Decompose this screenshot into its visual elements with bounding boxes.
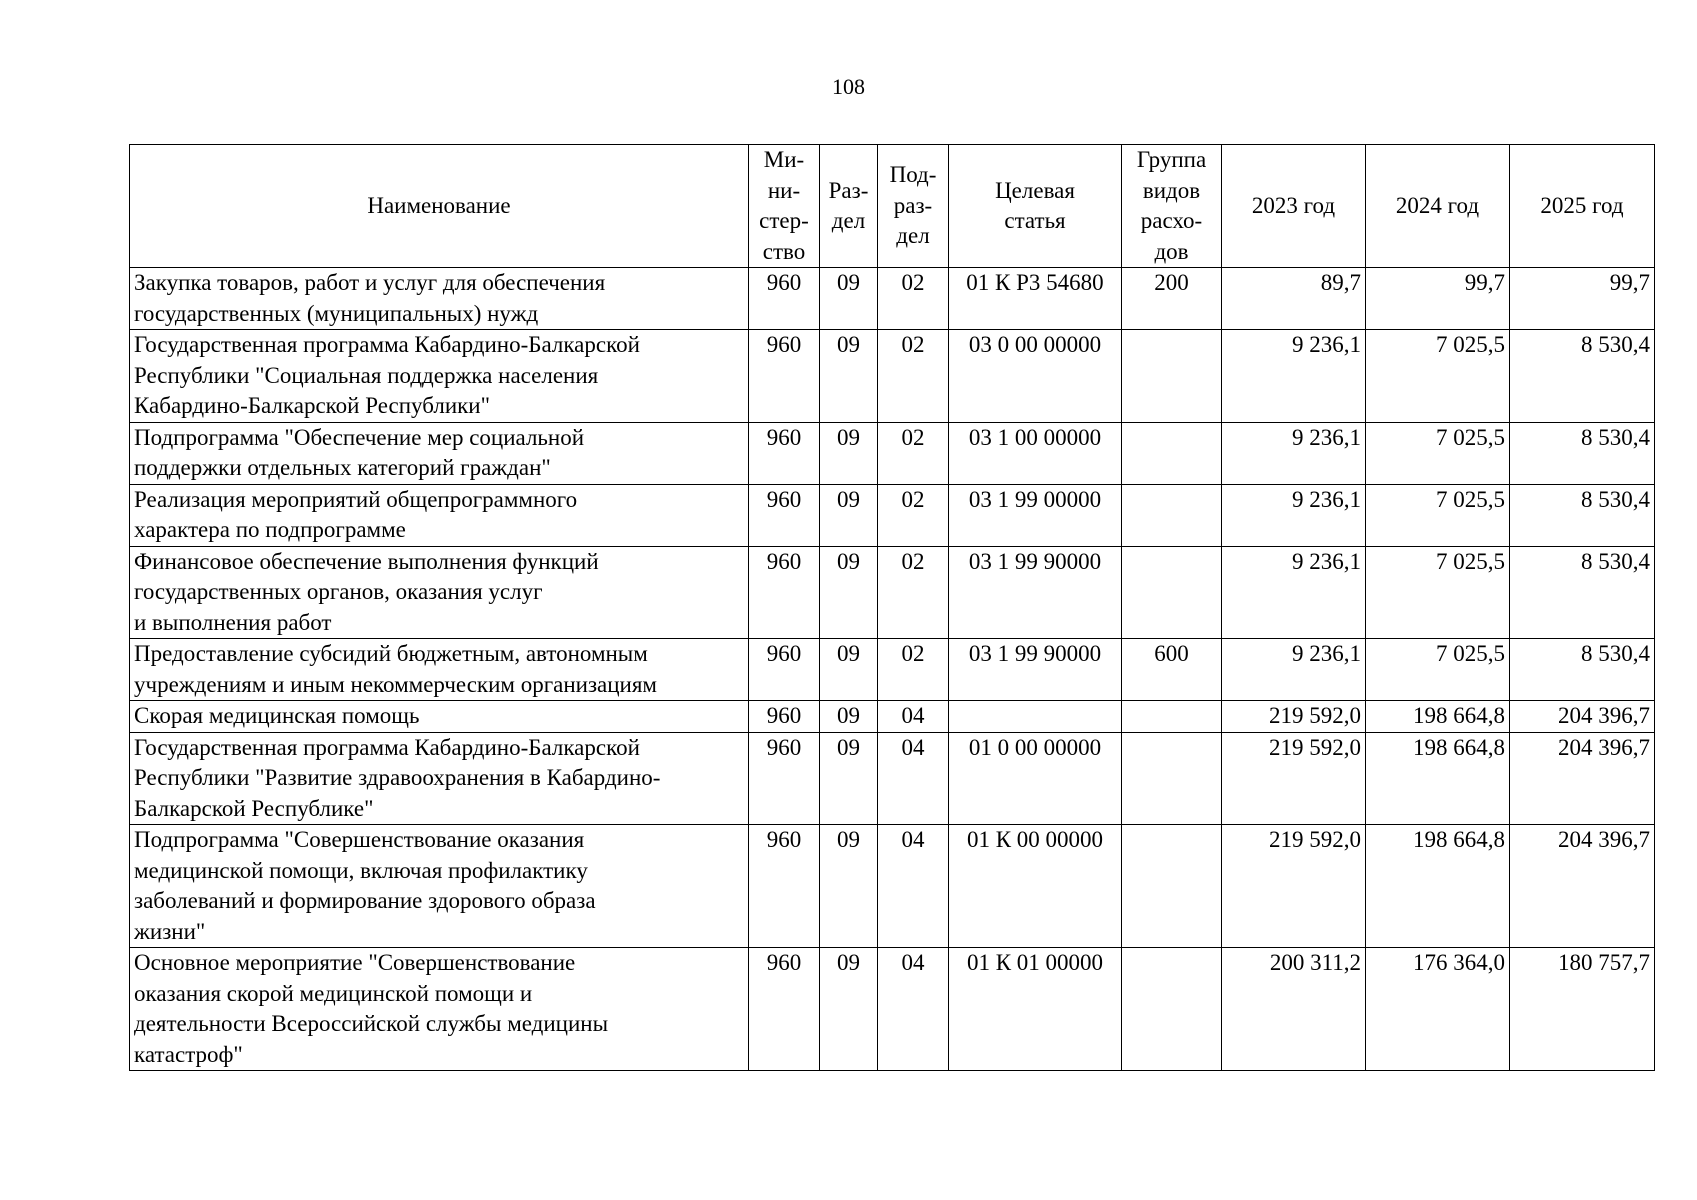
cell-2023: 9 236,1 (1222, 330, 1366, 423)
cell-2023: 219 592,0 (1222, 732, 1366, 825)
text-line: Реализация мероприятий общепрограммного (134, 486, 578, 512)
cell-expense-group (1122, 732, 1222, 825)
cell-2023: 9 236,1 (1222, 422, 1366, 484)
text-line: характера по подпрограмме (134, 517, 406, 542)
text-line: Группа (1136, 147, 1207, 172)
cell-section: 09 (820, 330, 878, 423)
table-row (130, 701, 1655, 733)
cell-2023: 89,7 (1222, 268, 1366, 330)
table-row (130, 825, 1655, 948)
cell-section: 09 (820, 825, 878, 948)
cell-2025: 99,7 (1510, 268, 1655, 330)
table-row (130, 948, 1655, 1071)
cell-2023: 219 592,0 (1222, 825, 1366, 948)
text-line: Подпрограмма "Обеспечение мер социальной (134, 424, 585, 450)
cell-section: 09 (820, 268, 878, 330)
cell-target-article: 01 К 01 00000 (949, 948, 1122, 1071)
cell-name (130, 948, 749, 1071)
cell-section: 09 (820, 546, 878, 639)
cell-2025: 8 530,4 (1510, 422, 1655, 484)
table-row (130, 330, 1655, 423)
text-line: дел (831, 208, 866, 233)
table-header-row (130, 145, 1655, 268)
cell-name (130, 330, 749, 423)
text-line: поддержки отдельных категорий граждан" (134, 455, 551, 480)
cell-expense-group (1122, 825, 1222, 948)
cell-ministry: 960 (749, 825, 820, 948)
cell-2023: 9 236,1 (1222, 546, 1366, 639)
cell-ministry: 960 (749, 268, 820, 330)
cell-subsection: 02 (878, 639, 949, 701)
text-line: и выполнения работ (134, 609, 332, 635)
cell-name (130, 484, 749, 546)
cell-2023: 9 236,1 (1222, 484, 1366, 546)
text-line: дел (896, 223, 930, 249)
cell-target-article: 03 1 99 90000 (949, 546, 1122, 639)
cell-2025: 8 530,4 (1510, 484, 1655, 546)
table-row (130, 639, 1655, 701)
header-section (820, 145, 878, 268)
cell-target-article: 03 0 00 00000 (949, 330, 1122, 423)
header-target-article (949, 145, 1122, 268)
header-year-2025: 2025 год (1510, 145, 1655, 268)
text-line: раз- (893, 192, 933, 218)
cell-expense-group (1122, 701, 1222, 733)
cell-2023: 9 236,1 (1222, 639, 1366, 701)
text-line: Республики "Социальная поддержка населения (134, 362, 599, 388)
text-line: видов (1142, 177, 1201, 203)
text-line: заболеваний и формирование здорового образа (134, 888, 596, 913)
cell-2024: 7 025,5 (1366, 330, 1510, 423)
text-line: Кабардино-Балкарской Республики" (134, 393, 491, 418)
cell-subsection: 02 (878, 268, 949, 330)
cell-2024: 198 664,8 (1366, 732, 1510, 825)
cell-2025: 204 396,7 (1510, 825, 1655, 948)
text-line: деятельности Всероссийской службы медицины (134, 1011, 609, 1036)
text-line: катастроф" (134, 1041, 243, 1067)
cell-2024: 99,7 (1366, 268, 1510, 330)
table-row (130, 732, 1655, 825)
cell-section: 09 (820, 639, 878, 701)
cell-2024: 7 025,5 (1366, 639, 1510, 701)
cell-2023: 219 592,0 (1222, 701, 1366, 733)
text-line: Целевая (995, 177, 1075, 203)
cell-name (130, 546, 749, 639)
cell-2024: 7 025,5 (1366, 484, 1510, 546)
cell-ministry: 960 (749, 422, 820, 484)
text-line: Ми- (763, 147, 805, 172)
header-name: Наименование (130, 145, 749, 268)
cell-name (130, 639, 749, 701)
cell-2025: 204 396,7 (1510, 732, 1655, 825)
cell-ministry: 960 (749, 639, 820, 701)
cell-expense-group (1122, 546, 1222, 639)
cell-2025: 204 396,7 (1510, 701, 1655, 733)
cell-subsection: 04 (878, 701, 949, 733)
text-line: расхо- (1140, 208, 1203, 233)
cell-expense-group (1122, 422, 1222, 484)
cell-target-article: 03 1 99 90000 (949, 639, 1122, 701)
cell-subsection: 04 (878, 732, 949, 825)
cell-section: 09 (820, 948, 878, 1071)
budget-table (129, 144, 1655, 1071)
cell-subsection: 02 (878, 546, 949, 639)
cell-expense-group: 600 (1122, 639, 1222, 701)
text-line: Закупка товаров, работ и услуг для обеспечения (134, 270, 606, 295)
header-subsection (878, 145, 949, 268)
cell-2024: 198 664,8 (1366, 825, 1510, 948)
cell-2025: 8 530,4 (1510, 546, 1655, 639)
text-line: Подпрограмма "Совершенствование оказания (134, 827, 585, 852)
cell-subsection: 02 (878, 484, 949, 546)
cell-2024: 198 664,8 (1366, 701, 1510, 733)
cell-ministry: 960 (749, 948, 820, 1071)
cell-subsection: 02 (878, 422, 949, 484)
text-line: Основное мероприятие "Совершенствование (134, 950, 576, 975)
cell-ministry: 960 (749, 732, 820, 825)
text-line: ни- (767, 177, 801, 203)
cell-2025: 8 530,4 (1510, 639, 1655, 701)
cell-subsection: 04 (878, 825, 949, 948)
cell-name (130, 732, 749, 825)
header-year-2024: 2024 год (1366, 145, 1510, 268)
cell-name (130, 825, 749, 948)
page-number: 108 (832, 74, 865, 99)
header-expense-group (1122, 145, 1222, 268)
text-line: учреждениям и иным некоммерческим организациям (134, 671, 657, 697)
text-line: жизни" (134, 918, 206, 944)
cell-expense-group (1122, 948, 1222, 1071)
text-line: Скорая медицинская помощь (134, 703, 420, 728)
cell-2023: 200 311,2 (1222, 948, 1366, 1071)
cell-target-article: 01 К 00 00000 (949, 825, 1122, 948)
text-line: государственных (муниципальных) нужд (134, 300, 539, 326)
text-line: Финансовое обеспечение выполнения функций (134, 548, 599, 574)
cell-subsection: 04 (878, 948, 949, 1071)
text-line: статья (1004, 208, 1066, 233)
cell-name (130, 422, 749, 484)
cell-ministry: 960 (749, 484, 820, 546)
table-body (130, 268, 1655, 1071)
text-line: оказания скорой медицинской помощи и (134, 980, 533, 1006)
cell-2024: 7 025,5 (1366, 546, 1510, 639)
cell-target-article: 01 0 00 00000 (949, 732, 1122, 825)
cell-section: 09 (820, 422, 878, 484)
cell-target-article: 03 1 99 00000 (949, 484, 1122, 546)
text-line: Республики "Развитие здравоохранения в Кабардино- (134, 765, 661, 790)
text-line: Под- (889, 162, 937, 188)
cell-section: 09 (820, 701, 878, 733)
cell-expense-group (1122, 330, 1222, 423)
cell-target-article (949, 701, 1122, 733)
cell-2025: 180 757,7 (1510, 948, 1655, 1071)
cell-expense-group (1122, 484, 1222, 546)
text-line: медицинской помощи, включая профилактику (134, 857, 588, 883)
cell-section: 09 (820, 484, 878, 546)
header-ministry (749, 145, 820, 268)
cell-ministry: 960 (749, 330, 820, 423)
cell-subsection: 02 (878, 330, 949, 423)
cell-section: 09 (820, 732, 878, 825)
text-line: дов (1154, 238, 1189, 264)
cell-ministry: 960 (749, 701, 820, 733)
text-line: Балкарской Республике" (134, 795, 374, 821)
cell-target-article: 03 1 00 00000 (949, 422, 1122, 484)
text-line: Государственная программа Кабардино-Балкарской (134, 332, 640, 357)
table-row (130, 422, 1655, 484)
text-line: государственных органов, оказания услуг (134, 579, 543, 604)
cell-name (130, 268, 749, 330)
cell-name (130, 701, 749, 733)
header-year-2023: 2023 год (1222, 145, 1366, 268)
table-row (130, 268, 1655, 330)
cell-2024: 176 364,0 (1366, 948, 1510, 1071)
text-line: ство (762, 238, 806, 264)
table-row (130, 484, 1655, 546)
cell-target-article: 01 К Р3 54680 (949, 268, 1122, 330)
text-line: Предоставление субсидий бюджетным, автономным (134, 641, 648, 666)
cell-ministry: 960 (749, 546, 820, 639)
cell-2024: 7 025,5 (1366, 422, 1510, 484)
text-line: Раз- (828, 177, 869, 203)
cell-2025: 8 530,4 (1510, 330, 1655, 423)
text-line: стер- (759, 208, 809, 233)
cell-expense-group: 200 (1122, 268, 1222, 330)
table-row (130, 546, 1655, 639)
text-line: Государственная программа Кабардино-Балкарской (134, 734, 640, 760)
